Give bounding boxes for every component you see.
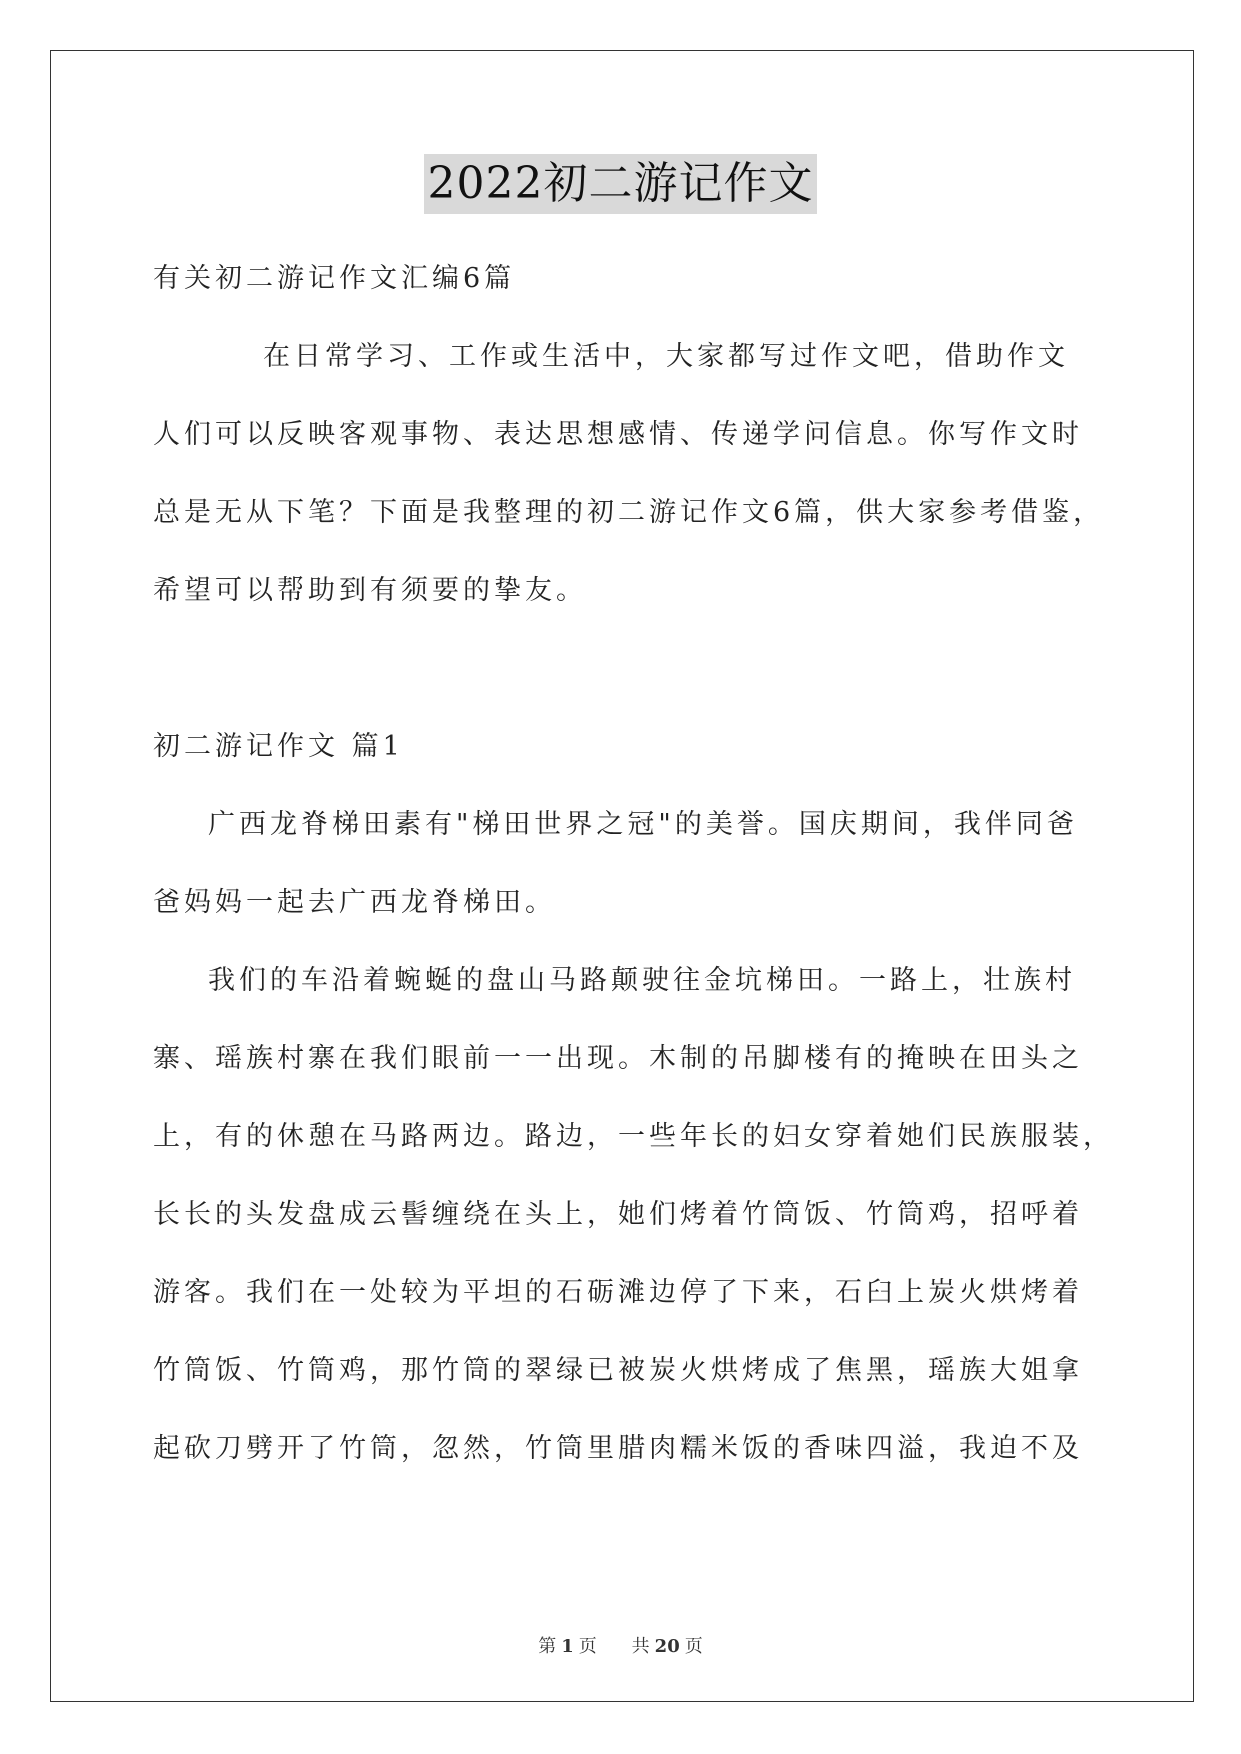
page-number: 1 <box>561 1636 574 1657</box>
page-prefix: 第 <box>538 1636 557 1657</box>
paragraph-line: 我们的车沿着蜿蜒的盘山马路颠驶往金坑梯田。一路上，壮族村 <box>208 965 1076 996</box>
page-footer <box>0 1632 1241 1658</box>
paragraph-line: 寨、瑶族村寨在我们眼前一一出现。木制的吊脚楼有的掩映在田头之 <box>153 1043 1083 1074</box>
total-pages: 20 <box>654 1636 680 1657</box>
paragraph-line: 上，有的休憩在马路两边。路边，一些年长的妇女穿着她们民族服装， <box>153 1121 1114 1152</box>
section-heading: 初二游记作文 篇1 <box>153 731 404 762</box>
paragraph-line: 广西龙脊梯田素有"梯田世界之冠"的美誉。国庆期间，我伴同爸 <box>208 809 1078 840</box>
total-suffix: 页 <box>684 1636 703 1657</box>
paragraph-line: 爸妈妈一起去广西龙脊梯田。 <box>153 887 556 918</box>
total-indicator <box>629 1636 706 1657</box>
paragraph-line: 游客。我们在一处较为平坦的石砺滩边停了下来，石臼上炭火烘烤着 <box>153 1277 1083 1308</box>
intro-line: 人们可以反映客观事物、表达思想感情、传递学问信息。你写作文时 <box>153 419 1083 450</box>
intro-heading: 有关初二游记作文汇编6篇 <box>153 263 516 294</box>
page-suffix: 页 <box>578 1636 597 1657</box>
paragraph-line: 起砍刀劈开了竹筒，忽然，竹筒里腊肉糯米饭的香味四溢，我迫不及 <box>153 1433 1083 1464</box>
document-body <box>153 240 1113 1488</box>
paragraph-line: 长长的头发盘成云髻缠绕在头上，她们烤着竹筒饭、竹筒鸡，招呼着 <box>153 1199 1083 1230</box>
spacer <box>153 630 1113 708</box>
page-indicator <box>535 1636 600 1657</box>
intro-line: 总是无从下笔？下面是我整理的初二游记作文6篇，供大家参考借鉴， <box>153 497 1105 528</box>
intro-line: 在日常学习、工作或生活中，大家都写过作文吧，借助作文 <box>263 341 1069 372</box>
paragraph-line: 竹筒饭、竹筒鸡，那竹筒的翠绿已被炭火烘烤成了焦黑，瑶族大姐拿 <box>153 1355 1083 1386</box>
intro-line: 希望可以帮助到有须要的挚友。 <box>153 575 587 606</box>
document-title: 2022初二游记作文 <box>424 154 818 214</box>
total-prefix: 共 <box>631 1636 650 1657</box>
title-wrap <box>0 154 1241 214</box>
